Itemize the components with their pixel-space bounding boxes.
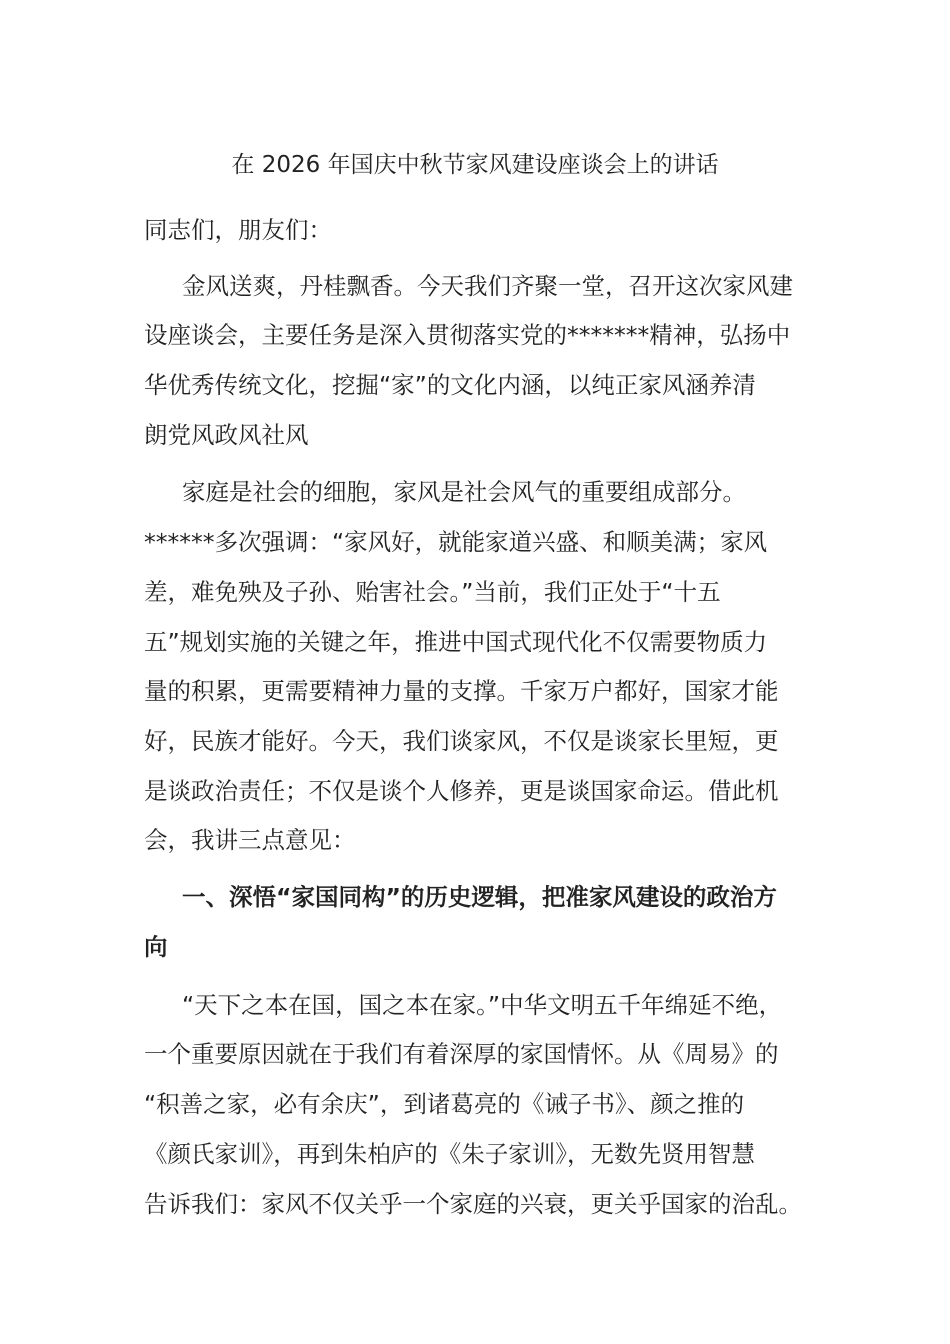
paragraph-line: “天下之本在国，国之本在家。”中华文明五千年绵延不绝， bbox=[182, 991, 783, 1019]
section-heading: 一、深悟“家国同构”的历史逻辑，把准家风建设的政治方 bbox=[182, 883, 777, 911]
section-heading: 向 bbox=[144, 933, 168, 961]
paragraph-line: 朗党风政风社风 bbox=[144, 421, 309, 449]
paragraph-line: 是谈政治责任；不仅是谈个人修养，更是谈国家命运。借此机 bbox=[144, 777, 779, 805]
paragraph-line: 一个重要原因就在于我们有着深厚的家国情怀。从《周易》的 bbox=[144, 1040, 779, 1068]
paragraph-line: 告诉我们：家风不仅关乎一个家庭的兴衰，更关乎国家的治乱。 bbox=[144, 1190, 802, 1218]
paragraph-line: 设座谈会，主要任务是深入贯彻落实党的*******精神，弘扬中 bbox=[144, 321, 791, 349]
paragraph-line: 华优秀传统文化，挖掘“家”的文化内涵，以纯正家风涵养清 bbox=[144, 371, 756, 399]
document-title: 在 2026 年国庆中秋节家风建设座谈会上的讲话 bbox=[231, 152, 719, 178]
paragraph-line: 量的积累，更需要精神力量的支撑。千家万户都好，国家才能 bbox=[144, 677, 779, 705]
paragraph-line: 金风送爽，丹桂飘香。今天我们齐聚一堂，召开这次家风建 bbox=[182, 272, 793, 300]
salutation: 同志们，朋友们： bbox=[144, 216, 332, 244]
paragraph-line: ******多次强调：“家风好，就能家道兴盛、和顺美满；家风 bbox=[144, 528, 768, 556]
paragraph-line: 好，民族才能好。今天，我们谈家风，不仅是谈家长里短，更 bbox=[144, 727, 779, 755]
paragraph-line: 会，我讲三点意见： bbox=[144, 826, 356, 854]
paragraph-line: 五”规划实施的关键之年，推进中国式现代化不仅需要物质力 bbox=[144, 628, 768, 656]
paragraph-line: 家庭是社会的细胞，家风是社会风气的重要组成部分。 bbox=[182, 478, 746, 506]
paragraph-line: 差，难免殃及子孙、贻害社会。”当前，我们正处于“十五 bbox=[144, 578, 721, 606]
paragraph-line: 《颜氏家训》，再到朱柏庐的《朱子家训》，无数先贤用智慧 bbox=[144, 1140, 755, 1168]
paragraph-line: “积善之家，必有余庆”，到诸葛亮的《诫子书》、颜之推的 bbox=[144, 1090, 745, 1118]
